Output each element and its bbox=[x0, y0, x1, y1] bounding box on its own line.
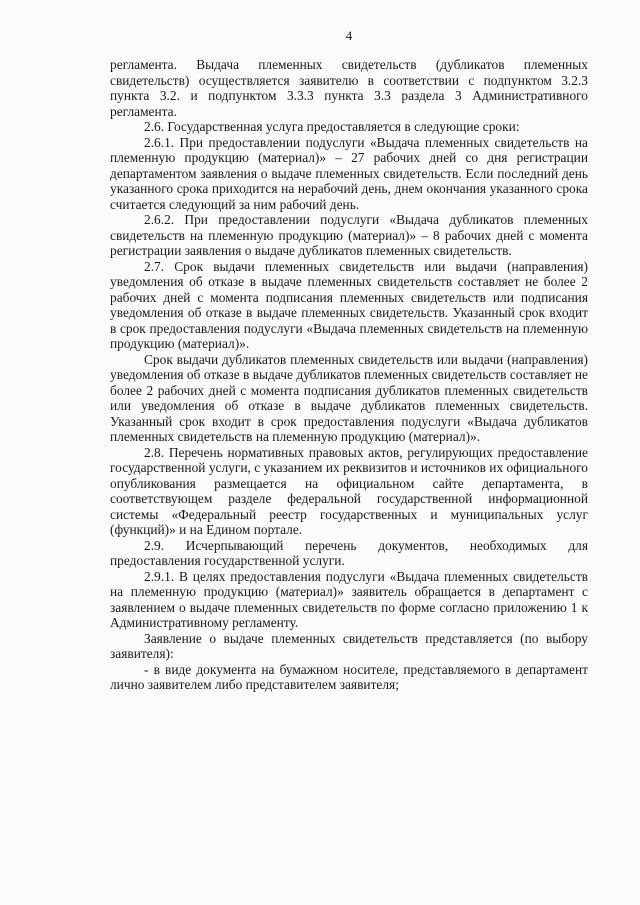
paragraph-continuation: регламента. Выдача племенных свидетельств (дубликатов племенных свидетельств) осуществляется заявителю в соответствии с подпунктом 3.2.3 пункта 3.2. и подпунктом 3.3.3 пункта 3.3 раздела 3 Административного регламента. bbox=[110, 57, 588, 119]
paragraph-2-9-1: 2.9.1. В целях предоставления подуслуги «Выдача племенных свидетельств на племенную продукцию (материал)» заявитель обращается в департамент с заявлением о выдаче племенных свидетельств по форме согласно приложению 1 к Административному регламенту. bbox=[110, 568, 588, 630]
list-item-paper-document: - в виде документа на бумажном носителе, представляемого в департамент лично заявителем либо представителем заявителя; bbox=[110, 661, 588, 692]
paragraph-2-6-2: 2.6.2. При предоставлении подуслуги «Выдача дубликатов племенных свидетельств на племенную продукцию (материал)» – 8 рабочих дней с момента регистрации заявления о выдаче дубликатов племенных свидетельств. bbox=[110, 212, 588, 258]
paragraph-2-9: 2.9. Исчерпывающий перечень документов, необходимых для предоставления государственной услуги. bbox=[110, 537, 588, 568]
paragraph-application-form: Заявление о выдаче племенных свидетельств представляется (по выбору заявителя): bbox=[110, 630, 588, 661]
page-number: 4 bbox=[345, 28, 353, 43]
paragraph-2-7: 2.7. Срок выдачи племенных свидетельств или выдачи (направления) уведомления об отказе в выдаче племенных свидетельств составляет не более 2 рабочих дней с момента подписания племенных свидетельств или подписания уведомления об отказе в выдаче племенных свидетельств. Указанный срок входит в срок предоставления подуслуги «Выдача племенных свидетельств на племенную продукцию (материал)». bbox=[110, 258, 588, 351]
paragraph-2-8: 2.8. Перечень нормативных правовых актов, регулирующих предоставление государственной услуги, с указанием их реквизитов и источников их официального опубликования размещается на официальном сайте департамента, в соответствующем разделе федеральной государственной информационной системы «Федеральный реестр государственных и муниципальных услуг (функций)» и на Едином портале. bbox=[110, 444, 588, 537]
document-body bbox=[110, 57, 588, 693]
paragraph-2-6: 2.6. Государственная услуга предоставляется в следующие сроки: bbox=[144, 119, 520, 134]
paragraph-duplicates-term: Срок выдачи дубликатов племенных свидетельств или выдачи (направления) уведомления об отказе в выдаче дубликатов племенных свидетельств составляет не более 2 рабочих дней с момента подписания дубликатов племенных свидетельств или уведомления об отказе в выдаче дубликатов племенных свидетельств. Указанный срок входит в срок предоставления подуслуги «Выдача дубликатов племенных свидетельств на племенную продукцию (материал)». bbox=[110, 351, 588, 444]
paragraph-2-6-1: 2.6.1. При предоставлении подуслуги «Выдача племенных свидетельств на племенную продукцию (материал)» – 27 рабочих дней со дня регистрации департаментом заявления о выдаче племенных свидетельств. Если последний день указанного срока приходится на нерабочий день, днем окончания указанного срока считается следующий за ним рабочий день. bbox=[110, 134, 588, 212]
